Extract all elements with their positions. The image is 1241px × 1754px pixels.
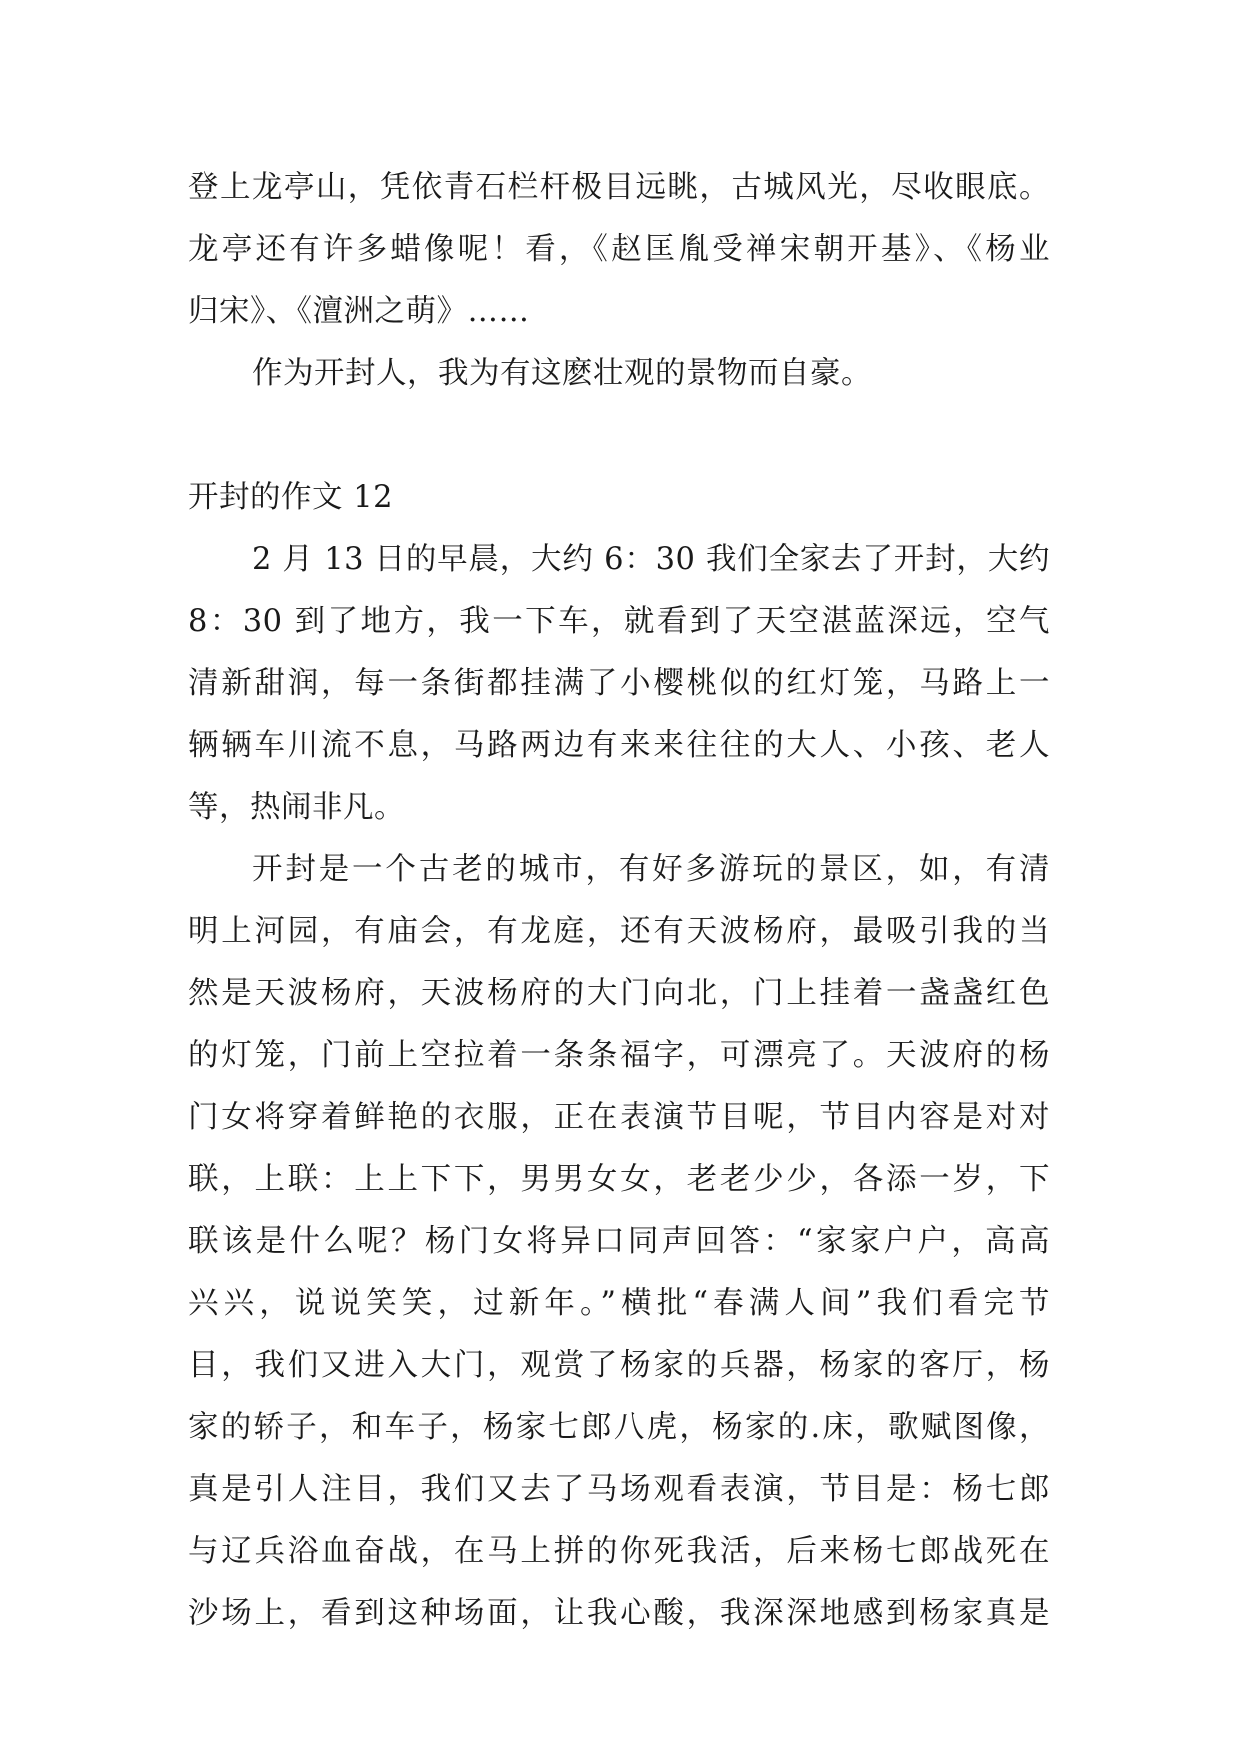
text-line: 辆辆车川流不息，马路两边有来来往往的大人、小孩、老人 [188,728,1050,763]
paragraph [188,343,1050,405]
text-line: 门女将穿着鲜艳的衣服，正在表演节目呢，节目内容是对对 [188,1100,1050,1135]
text-line: 目，我们又进入大门，观赏了杨家的兵器，杨家的客厅，杨 [188,1348,1050,1383]
text-line: 然是天波杨府，天波杨府的大门向北，门上挂着一盏盏红色 [188,976,1050,1011]
text-line: 联，上联：上上下下，男男女女，老老少少，各添一岁，下 [188,1162,1050,1197]
text-line: 2 月 13 日的早晨，大约 6：30 我们全家去了开封，大约 [252,542,1050,577]
paragraph [188,839,1050,1645]
text-line: 清新甜润，每一条街都挂满了小樱桃似的红灯笼，马路上一 [188,666,1050,701]
text-line: 归宋》、《澶洲之萌》…… [188,294,530,329]
paragraph [188,529,1050,839]
section-heading: 开封的作文 12 [188,480,394,515]
document-body [188,157,1050,1645]
text-line: 家的轿子，和车子，杨家七郎八虎，杨家的.床，歌赋图像， [188,1410,1050,1445]
text-line: 8：30 到了地方，我一下车，就看到了天空湛蓝深远，空气 [188,604,1050,639]
paragraph [188,157,1050,343]
text-line: 开封是一个古老的城市，有好多游玩的景区，如，有清 [252,852,1050,887]
text-line: 的灯笼，门前上空拉着一条条福字，可漂亮了。天波府的杨 [188,1038,1050,1073]
text-line: 等，热闹非凡。 [188,790,405,825]
text-line: 作为开封人，我为有这麽壮观的景物而自豪。 [252,356,872,391]
text-line: 沙场上，看到这种场面，让我心酸，我深深地感到杨家真是 [188,1596,1050,1631]
text-line: 登上龙亭山，凭依青石栏杆极目远眺，古城风光，尽收眼底。 [188,170,1050,205]
text-line: 明上河园，有庙会，有龙庭，还有天波杨府，最吸引我的当 [188,914,1050,949]
text-line: 与辽兵浴血奋战，在马上拼的你死我活，后来杨七郎战死在 [188,1534,1050,1569]
text-line: 龙亭还有许多蜡像呢！看，《赵匡胤受禅宋朝开基》、《杨业 [188,232,1050,267]
text-line: 真是引人注目，我们又去了马场观看表演，节目是：杨七郎 [188,1472,1050,1507]
text-line: 兴兴，说说笑笑，过新年。”横批“春满人间”我们看完节 [188,1286,1050,1321]
text-line: 联该是什么呢？杨门女将异口同声回答：“家家户户，高高 [188,1224,1050,1259]
